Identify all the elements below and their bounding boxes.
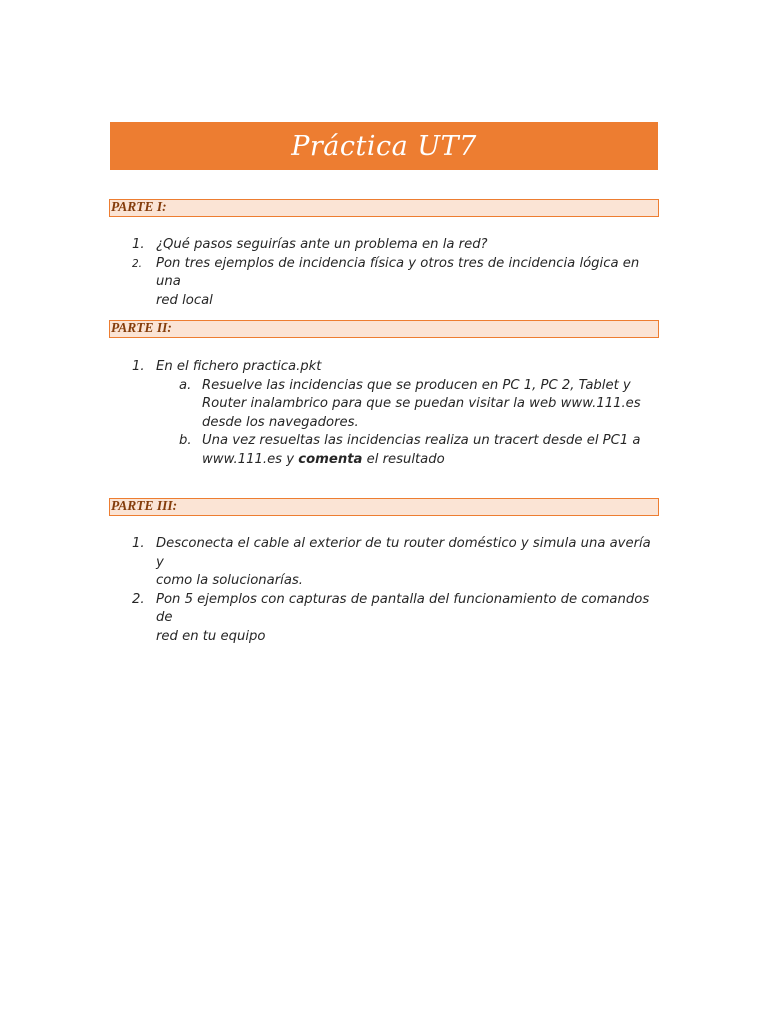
sub-list-letter: b. bbox=[179, 433, 192, 448]
list-item bbox=[110, 358, 658, 377]
sub-list-item-text: Resuelve las incidencias que se producen en PC 1, PC 2, Tablet y bbox=[202, 377, 631, 393]
parte-2-list bbox=[110, 358, 658, 469]
list-number: 1. bbox=[132, 359, 145, 374]
section-header-label: PARTE II: bbox=[111, 320, 172, 335]
list-item-text: Pon tres ejemplos de incidencia física y otros tres de incidencia lógica en una bbox=[156, 255, 640, 289]
list-item bbox=[110, 236, 658, 255]
list-item-text: red local bbox=[156, 292, 213, 308]
sub-list-item-text: Una vez resueltas las incidencias realiza un tracert desde el PC1 a bbox=[202, 433, 641, 448]
list-item-text: como la solucionarías. bbox=[156, 573, 303, 588]
parte-1-list bbox=[110, 236, 658, 310]
parte-3-list bbox=[110, 535, 658, 646]
section-header-parte-1 bbox=[109, 199, 659, 217]
list-number: 2. bbox=[132, 257, 143, 270]
section-header-label: PARTE I: bbox=[111, 199, 167, 214]
list-item-text: Pon 5 ejemplos con capturas de pantalla del funcionamiento de comandos de bbox=[156, 591, 650, 625]
list-item-text: Desconecta el cable al exterior de tu router doméstico y simula una avería y bbox=[156, 536, 651, 570]
list-item bbox=[110, 591, 658, 647]
bold-keyword: comenta bbox=[298, 451, 363, 467]
title-banner bbox=[110, 122, 658, 170]
sub-list-item bbox=[110, 432, 658, 469]
section-header-label: PARTE III: bbox=[111, 498, 178, 513]
list-item-text: red en tu equipo bbox=[156, 628, 266, 644]
sub-list-letter: a. bbox=[179, 377, 192, 393]
sub-list-item-text: Router inalambrico para que se puedan visitar la web www.111.es bbox=[202, 396, 641, 411]
list-item-text: ¿Qué pasos seguirías ante un problema en la red? bbox=[156, 237, 488, 252]
list-number: 1. bbox=[132, 536, 145, 551]
document-title: Práctica UT7 bbox=[291, 130, 477, 162]
sub-list-item bbox=[110, 377, 658, 433]
section-header-parte-2 bbox=[109, 320, 659, 338]
sub-list-item-text: desde los navegadores. bbox=[202, 414, 359, 430]
text-segment: www.111.es y bbox=[202, 451, 299, 467]
sub-list-item-text bbox=[202, 451, 658, 470]
list-item-text: En el fichero practica.pkt bbox=[156, 359, 322, 374]
text-segment: el resultado bbox=[362, 451, 445, 467]
list-item bbox=[110, 535, 658, 591]
list-number: 2. bbox=[132, 591, 145, 607]
list-item bbox=[110, 255, 658, 311]
list-number: 1. bbox=[132, 237, 145, 252]
section-header-parte-3 bbox=[109, 498, 659, 516]
